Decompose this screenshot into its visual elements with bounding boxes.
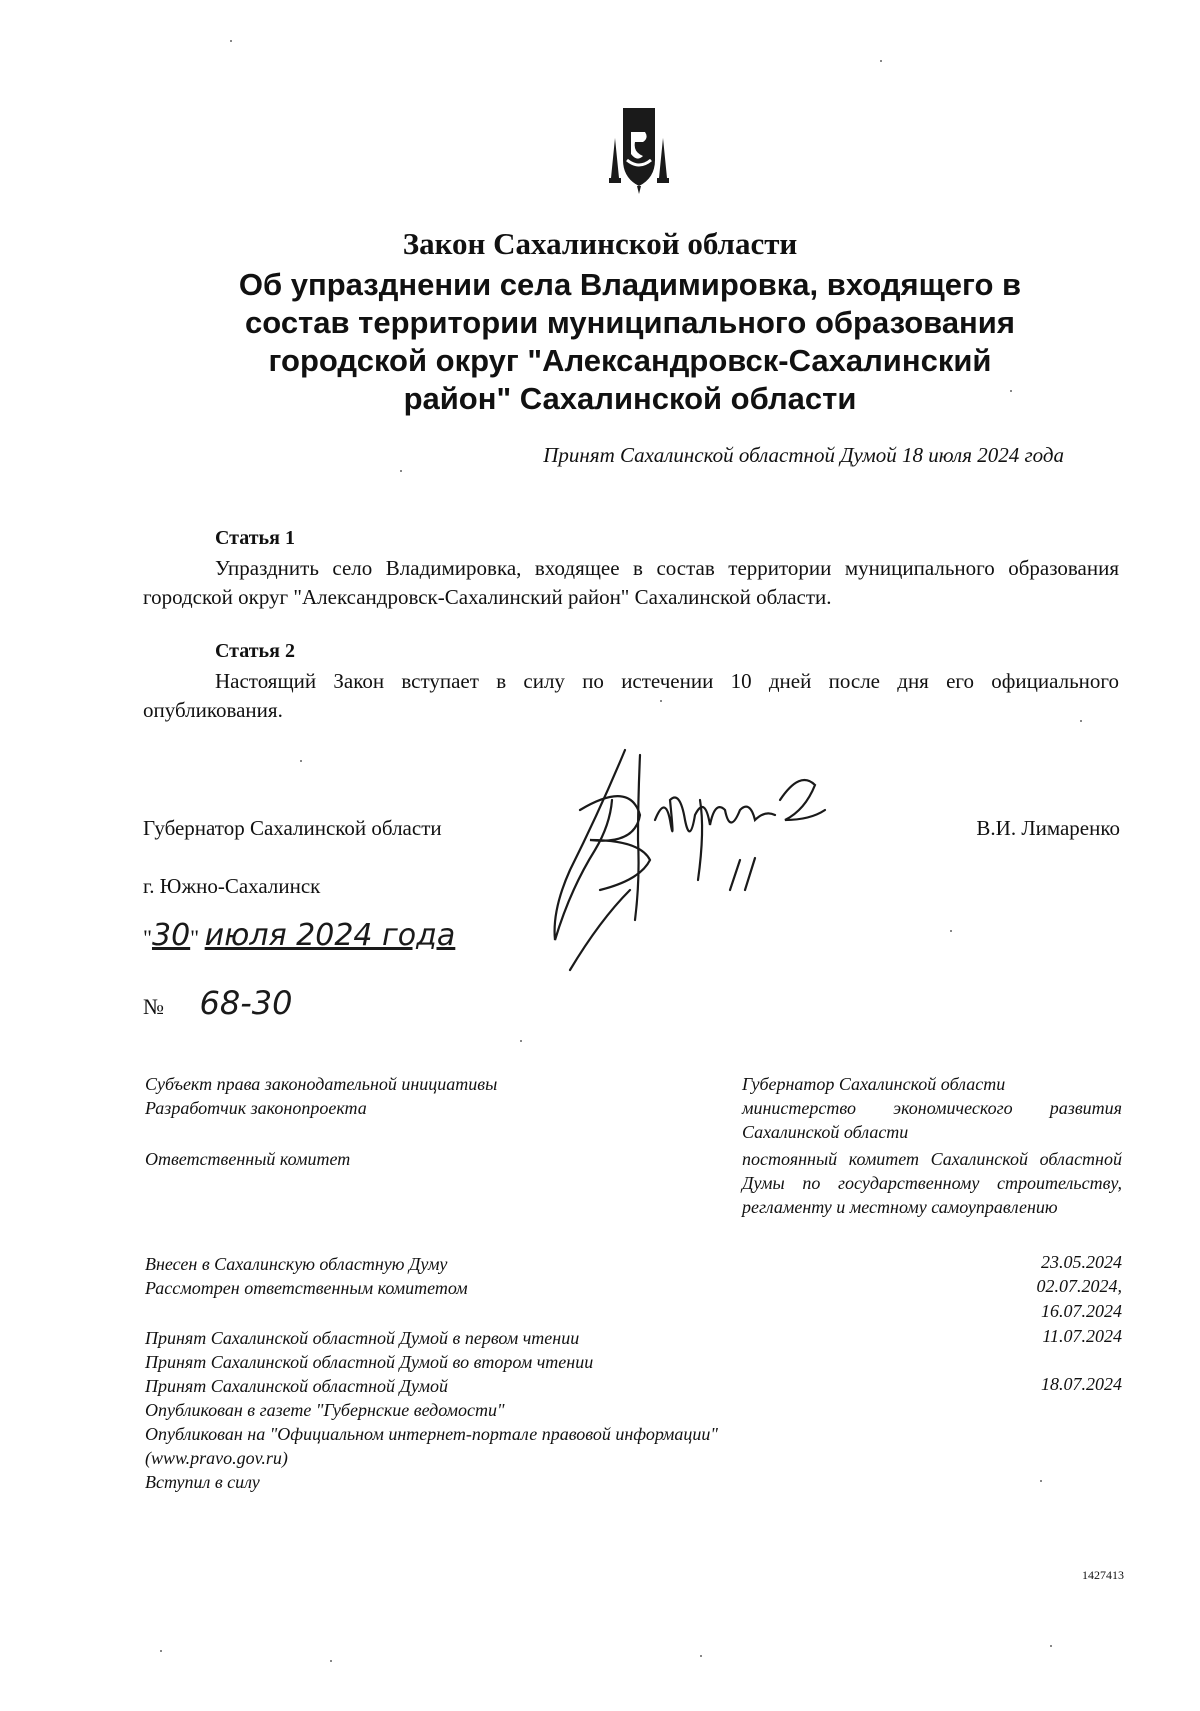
city-label: г. Южно-Сахалинск [143, 874, 321, 898]
date-reviewed-2: 16.07.2024 [1041, 1301, 1122, 1321]
handwritten-day: 30 [151, 918, 191, 953]
article-1-heading: Статья 1 [215, 527, 295, 549]
handwritten-number: 68-30 [199, 984, 293, 1022]
stage-submitted: Внесен в Сахалинскую областную Думу [145, 1254, 448, 1274]
law-number: № 68-30 [143, 984, 293, 1022]
article-2-text: Настоящий Закон вступает в силу по истечении 10 дней после дня его официального опубликования. [143, 669, 1119, 722]
governor-name: В.И. Лимаренко [976, 816, 1120, 840]
adoption-note: Принят Сахалинской областной Думой 18 июля 2024 года [543, 443, 1064, 467]
date-submitted: 23.05.2024 [1041, 1252, 1122, 1272]
document-number: 1427413 [1082, 1568, 1124, 1582]
handwritten-signature [540, 740, 870, 980]
meta-initiative-value: Губернатор Сахалинской области [742, 1074, 1006, 1094]
stage-entered-into-force: Вступил в силу [145, 1472, 260, 1492]
stage-adopted: Принят Сахалинской областной Думой [145, 1376, 449, 1396]
meta-initiative-label: Субъект права законодательной инициативы [145, 1074, 498, 1094]
law-subject: Об упразднении села Владимировка, входящего в состав территории муниципального образования городской округ "Александровск-Сахалинский район" Сахалинской области [238, 267, 1022, 416]
date-first-reading: 11.07.2024 [1042, 1326, 1122, 1346]
meta-committee-value: постоянный комитет Сахалинской областной Думы по государственному строительству, регламенту и местному самоуправлению [742, 1149, 1122, 1217]
article-1-text: Упразднить село Владимировка, входящее в состав территории муниципального образования городской округ "Александровск-Сахалинский район" Сахалинской области. [143, 556, 1119, 609]
meta-developer-value: министерство экономического развития Сахалинской области [742, 1098, 1122, 1142]
law-title: Закон Сахалинской области [402, 226, 798, 261]
stage-first-reading: Принят Сахалинской областной Думой в первом чтении [145, 1328, 580, 1348]
governor-position: Губернатор Сахалинской области [143, 816, 442, 840]
handwritten-month-year: июля 2024 года [204, 918, 456, 953]
stage-published-portal: Опубликован на "Официальном интернет-портале правовой информации" (www.pravo.gov.ru) [145, 1424, 718, 1468]
meta-developer-label: Разработчик законопроекта [145, 1098, 367, 1118]
stage-published-newspaper: Опубликован в газете "Губернские ведомости" [145, 1400, 505, 1420]
coat-of-arms-emblem [593, 108, 683, 198]
date-adopted: 18.07.2024 [1041, 1374, 1122, 1394]
date-reviewed-1: 02.07.2024, [1036, 1276, 1122, 1296]
meta-committee-label: Ответственный комитет [145, 1149, 351, 1169]
signing-date: "30" июля 2024 года [143, 918, 456, 953]
stage-reviewed: Рассмотрен ответственным комитетом [145, 1278, 468, 1298]
article-2-heading: Статья 2 [215, 640, 295, 662]
stage-second-reading: Принят Сахалинской областной Думой во втором чтении [145, 1352, 594, 1372]
